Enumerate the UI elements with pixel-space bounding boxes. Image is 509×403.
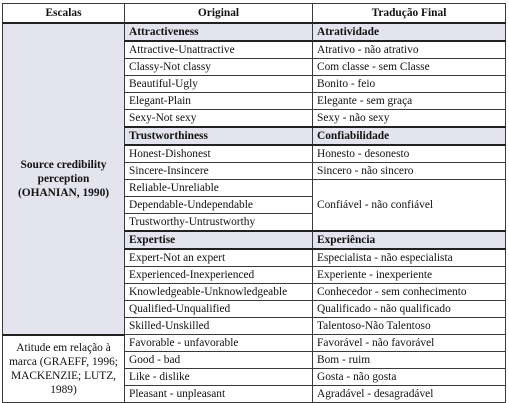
original-item: Pleasant - unpleasant <box>125 386 313 403</box>
translation-item: Honesto - desonesto <box>313 145 506 163</box>
table-header <box>3 4 506 24</box>
section-title-original: Attractiveness <box>125 23 313 41</box>
original-item: Attractive-Unattractive <box>125 41 313 59</box>
section-title-translation: Confiabilidade <box>313 127 506 145</box>
original-item: Favorable - unfavorable <box>125 335 313 352</box>
header-row <box>3 4 506 24</box>
translation-item: Experiente - inexperiente <box>313 267 506 284</box>
original-item: Qualified-Unqualified <box>125 301 313 318</box>
original-item: Sexy-Not sexy <box>125 110 313 128</box>
translation-item: Bonito - feio <box>313 76 506 93</box>
translation-item: Talentoso-Não Talentoso <box>313 318 506 335</box>
translation-item: Agradável - desagradável <box>313 386 506 403</box>
original-item: Skilled-Unskilled <box>125 318 313 335</box>
translation-item: Atrativo - não atrativo <box>313 41 506 59</box>
translation-item: Bom - ruim <box>313 352 506 369</box>
original-item: Trustworthy-Untrustworthy <box>125 214 313 232</box>
section-title-translation: Atratividade <box>313 23 506 41</box>
translation-item: Sincero - não sincero <box>313 163 506 180</box>
original-item: Experienced-Inexperienced <box>125 267 313 284</box>
table-row <box>3 335 506 352</box>
original-item: Classy-Not classy <box>125 59 313 76</box>
table-body <box>3 23 506 403</box>
original-item: Reliable-Unreliable <box>125 180 313 197</box>
scale-source-credibility: Source credibility perception (OHANIAN, 1990) <box>3 23 125 335</box>
translation-item: Conhecedor - sem conhecimento <box>313 284 506 301</box>
header-escalas: Escalas <box>3 4 125 24</box>
scale-brand-attitude: Atitude em relação à marca (GRAEFF, 1996; MACKENZIE; LUTZ, 1989) <box>3 335 125 403</box>
original-item: Honest-Dishonest <box>125 145 313 163</box>
translation-item: Com classe - sem Classe <box>313 59 506 76</box>
original-item: Expert-Not an expert <box>125 249 313 267</box>
scales-translation-table <box>2 3 506 403</box>
original-item: Good - bad <box>125 352 313 369</box>
section-title-original: Trustworthiness <box>125 127 313 145</box>
translation-item: Favorável - não favorável <box>313 335 506 352</box>
translation-item: Elegante - sem graça <box>313 93 506 110</box>
section-title-original: Expertise <box>125 231 313 249</box>
header-traducao-final: Tradução Final <box>313 4 506 24</box>
section-attractiveness <box>3 23 506 41</box>
translation-item-merged: Confiável - não confiável <box>313 180 506 232</box>
translation-item: Gosta - não gosta <box>313 369 506 386</box>
original-item: Beautiful-Ugly <box>125 76 313 93</box>
translation-item: Especialista - não especialista <box>313 249 506 267</box>
section-title-translation: Experiência <box>313 231 506 249</box>
original-item: Like - dislike <box>125 369 313 386</box>
original-item: Elegant-Plain <box>125 93 313 110</box>
translation-item: Sexy - não sexy <box>313 110 506 128</box>
header-original: Original <box>125 4 313 24</box>
original-item: Sincere-Insincere <box>125 163 313 180</box>
document-page <box>2 3 505 403</box>
translation-item: Qualificado - não qualificado <box>313 301 506 318</box>
original-item: Knowledgeable-Unknowledgeable <box>125 284 313 301</box>
original-item: Dependable-Undependable <box>125 197 313 214</box>
